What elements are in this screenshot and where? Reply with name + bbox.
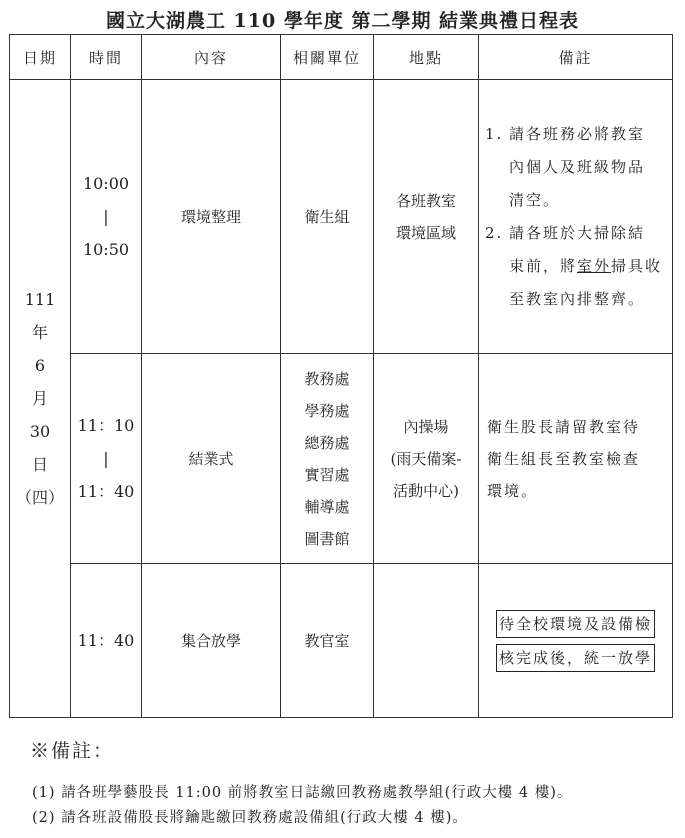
time-cell: 11：40	[71, 564, 142, 718]
header-location: 地點	[374, 35, 479, 80]
content-cell: 環境整理	[142, 80, 281, 354]
units-cell: 教官室	[281, 564, 374, 718]
units-cell: 教務處 學務處 總務處 實習處 輔導處 圖書館	[281, 354, 374, 564]
location-cell: 各班教室 環境區域	[374, 80, 479, 354]
location-cell	[374, 564, 479, 718]
notes-cell: 衛生股長請留教室待 衛生組長至教室檢查 環境。	[479, 354, 673, 564]
header-units: 相關單位	[281, 35, 374, 80]
table-row	[10, 80, 673, 354]
notes-cell	[479, 564, 673, 718]
notes-cell: 1. 請各班務必將教室 內個人及班級物品 清空。 2. 請各班於大掃除結 束前，將室外掃具收 至教室內排整齊。	[479, 80, 673, 354]
date-cell: 111 年 6 月 30 日 （四）	[10, 80, 71, 718]
header-notes: 備註	[479, 35, 673, 80]
location-cell: 內操場 (雨天備案- 活動中心)	[374, 354, 479, 564]
content-cell: 結業式	[142, 354, 281, 564]
time-cell: 11：10 | 11：40	[71, 354, 142, 564]
remarks-title: ※備註：	[30, 740, 115, 762]
table-row	[10, 564, 673, 718]
header-time: 時間	[71, 35, 142, 80]
time-cell: 10:00 | 10:50	[71, 80, 142, 354]
header-row	[10, 35, 673, 80]
remark-item: (1) 請各班學藝股長 11:00 前將教室日誌繳回教務處教學組(行政大樓 4 樓)。	[32, 785, 573, 801]
schedule-table	[9, 34, 673, 718]
content-cell: 集合放學	[142, 564, 281, 718]
page-title: 國立大湖農工 110 學年度 第二學期 結業典禮日程表	[105, 10, 580, 32]
units-cell: 衛生組	[281, 80, 374, 354]
remark-item: (2) 請各班設備股長將鑰匙繳回教務處設備組(行政大樓 4 樓)。	[32, 810, 468, 826]
boxed-note: 待全校環境及設備檢 核完成後，統一放學	[496, 607, 655, 675]
table-row	[10, 354, 673, 564]
header-date: 日期	[10, 35, 71, 80]
header-content: 內容	[142, 35, 281, 80]
